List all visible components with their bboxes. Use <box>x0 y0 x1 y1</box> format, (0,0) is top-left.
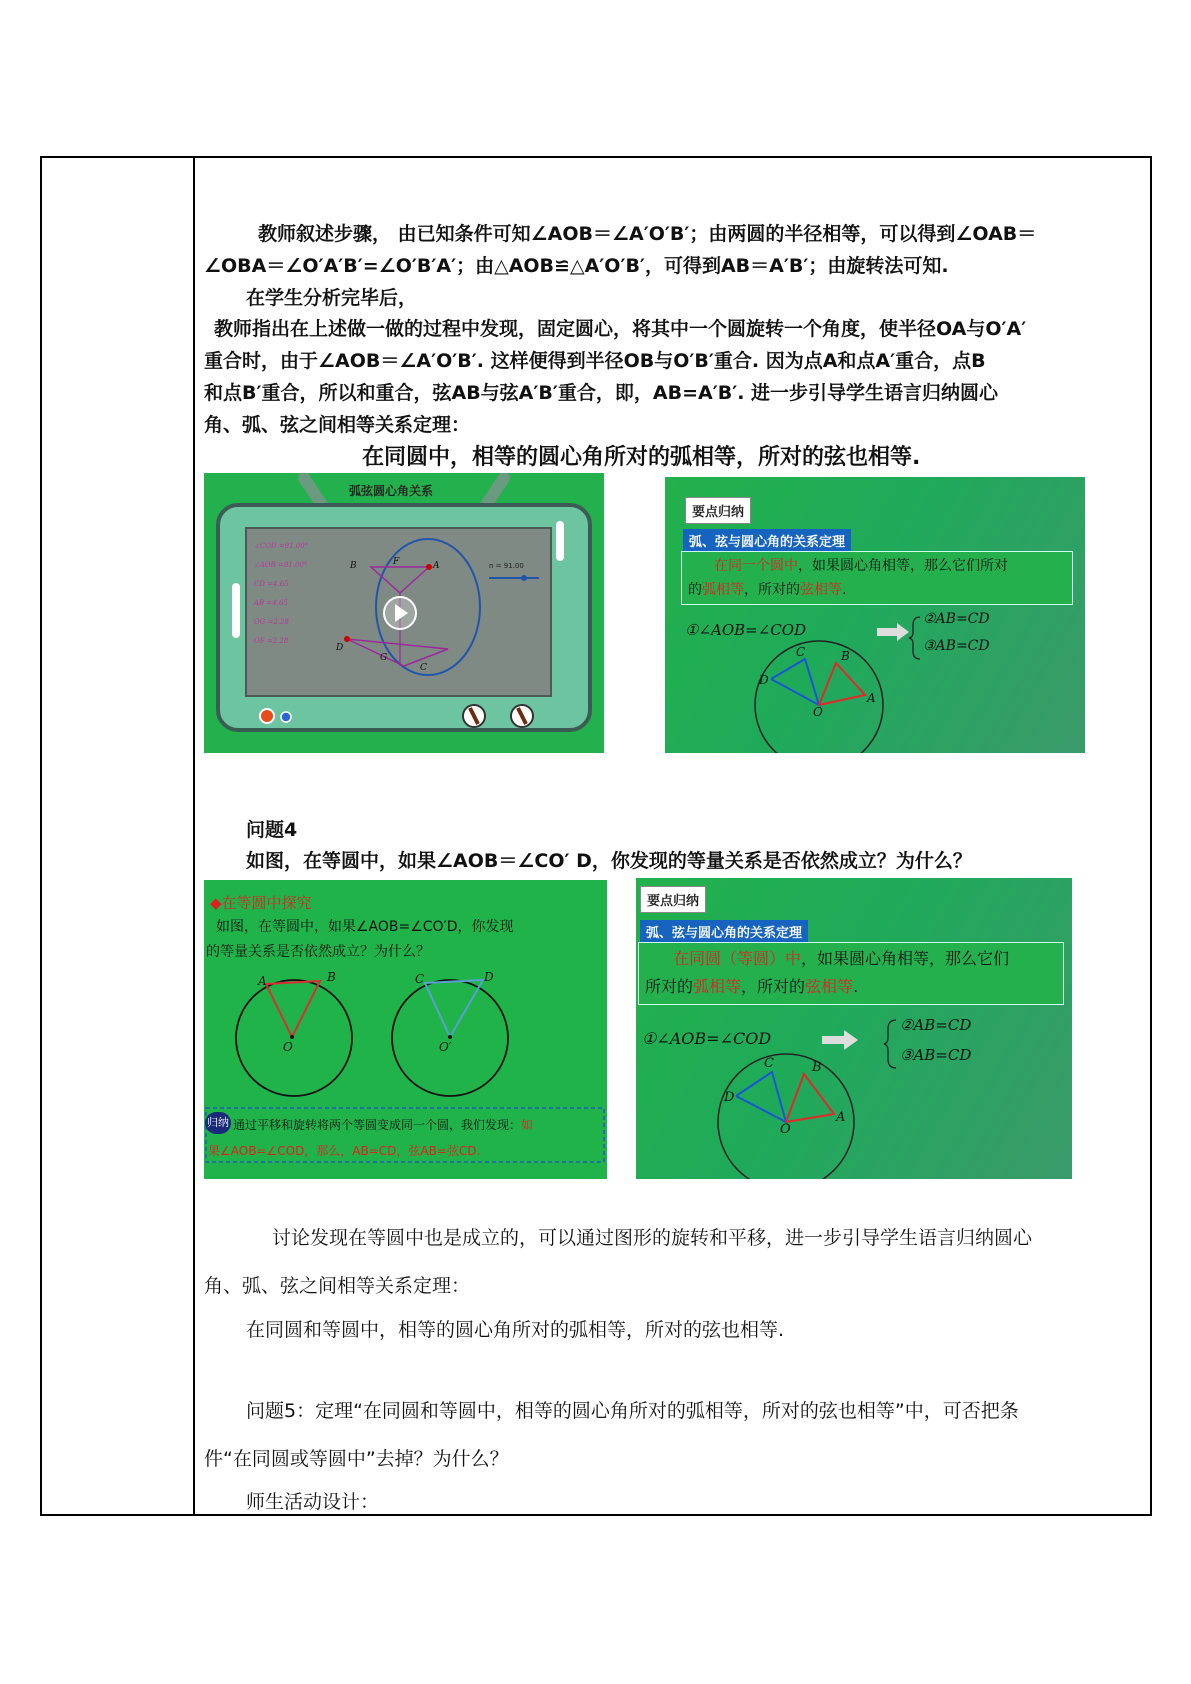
readouts <box>254 537 308 651</box>
para2: 在学生分析完毕后， <box>246 287 418 309</box>
video-title: 弧弦圆心角关系 <box>349 484 434 498</box>
summary-line1 <box>233 1116 533 1133</box>
lbl2-b: B <box>812 1060 822 1075</box>
para3-line4: 角、弧、弦之间相等关系定理： <box>204 414 471 436</box>
readout-cd: CD =4.65 <box>254 580 289 588</box>
eq-lbl-d: D <box>484 970 494 984</box>
readout-aob: ∠AOB =91.00° <box>254 561 308 569</box>
theorem-1: 在同圆中，相等的圆心角所对的弧相等，所对的弦也相等. <box>362 445 921 470</box>
box2-red-2: 弧相等 <box>693 977 742 996</box>
para3-line1: 教师指出在上述做一做的过程中发现，固定圆心，将其中一个圆旋转一个角度，使半径OA与O′A′ <box>214 318 1027 340</box>
pt-g: G <box>380 653 388 663</box>
box-text-2a: 的 <box>688 582 702 598</box>
readout-og: OG =2.28 <box>254 618 290 626</box>
explore-head: ◆在等圆中探究 <box>210 894 312 912</box>
summary-line1-text: 通过平移和旋转将两个等圆变成同一个圆，我们发现： <box>233 1118 522 1132</box>
result2-arc: ②AB=CD <box>900 1016 972 1034</box>
result2-chord: ③AB=CD <box>900 1046 972 1064</box>
box-text-2c: . <box>842 582 847 598</box>
lbl-c: C <box>796 645 806 659</box>
para1-line2: ∠OBA＝∠O′A′B′=∠O′B′A′；由△AOB≌△A′O′B′，可得到AB＝A′B′；由旋转法可知. <box>204 255 949 277</box>
pt-a: A <box>433 561 440 571</box>
q5-line2: 件“在同圆或等圆中”去掉？为什么？ <box>204 1448 509 1470</box>
slider-label: n = 91.00 <box>489 562 524 570</box>
condition-text: ①∠AOB=∠COD <box>685 621 807 639</box>
theorem-2: 在同圆和等圆中，相等的圆心角所对的弧相等，所对的弦也相等. <box>246 1319 785 1341</box>
para4-line2: 角、弧、弦之间相等关系定理： <box>204 1275 471 1297</box>
eq-lbl-b: B <box>327 970 336 984</box>
result-chord: ③AB=CD <box>923 638 990 654</box>
pt-b: B <box>350 561 357 571</box>
explore-line1: 如图，在等圆中，如果∠AOB=∠CO′D，你发现 <box>216 919 514 935</box>
q4-title: 问题4 <box>246 819 298 841</box>
box2-text-1: ，如果圆心角相等，那么它们 <box>801 949 1010 968</box>
summary2-diagram <box>636 878 1072 1179</box>
play-button[interactable] <box>385 597 415 627</box>
para4-line1: 讨论发现在等圆中也是成立的，可以通过图形的旋转和平移，进一步引导学生语言归纳圆心 <box>272 1227 1033 1249</box>
box2-red-1: 在同圆（等圆）中 <box>673 949 802 968</box>
para1-line1: 教师叙述步骤， 由已知条件可知∠AOB＝∠A′O′B′；由两圆的半径相等，可以得到∠OAB＝ <box>258 223 1037 245</box>
box-text-2b: ，所对的 <box>744 582 800 598</box>
summary2-chip: 要点归纳 <box>640 886 706 913</box>
para3-line2: 重合时，由于∠AOB＝∠A′O′B′. 这样便得到半径OB与O′B′重合. 因为点A和点A′重合，点B <box>204 350 986 372</box>
lbl-b: B <box>841 649 850 663</box>
result-arc: ②AB=CD <box>923 611 990 627</box>
summary-badge: 归纳 <box>205 1112 231 1134</box>
lbl2-o: O <box>780 1122 791 1137</box>
readout-ab: AB =4.65 <box>254 599 288 607</box>
pt-d: D <box>336 643 344 653</box>
eq-lbl-a: A <box>258 974 267 988</box>
summary-slide-1 <box>665 477 1085 753</box>
summary-line1-red: 如 <box>521 1118 534 1132</box>
lbl-o: O <box>813 705 823 719</box>
lbl-d: D <box>759 673 769 687</box>
box-text-1: ，如果圆心角相等，那么它们所对 <box>798 558 1008 574</box>
summary2-bar: 弧、弦与圆心角的关系定理 <box>640 920 808 943</box>
summary-chip: 要点归纳 <box>685 497 751 524</box>
q4-text: 如图，在等圆中，如果∠AOB＝∠CO′ D，你发现的等量关系是否依然成立？为什么？ <box>246 850 972 872</box>
eq-lbl-o2: O′ <box>439 1040 452 1054</box>
summary-slide-2 <box>636 878 1072 1179</box>
lbl-a: A <box>867 691 876 705</box>
box2-text-2a: 所对的 <box>645 977 694 996</box>
activity-label: 师生活动设计： <box>246 1491 380 1513</box>
summary-line2: 果∠AOB=∠COD，那么，AB=CD，弦AB=弦CD. <box>208 1144 481 1158</box>
summary-diagram <box>665 477 1085 753</box>
box2-red-3: 弦相等 <box>805 977 854 996</box>
pt-f: F <box>393 557 400 567</box>
eq-lbl-c: C <box>415 972 425 986</box>
box2-text-2b: ，所对的 <box>741 977 806 996</box>
lbl2-a: A <box>836 1110 846 1125</box>
lbl2-d: D <box>724 1090 735 1105</box>
q5-line1: 问题5：定理“在同圆和等圆中，相等的圆心角所对的弧相等，所对的弦也相等”中，可否把条 <box>246 1400 1019 1422</box>
readout-cod: ∠COD =91.00° <box>254 542 309 550</box>
readout-of: OF =2.28 <box>254 637 289 645</box>
para3-line3: 和点B′重合，所以和重合，弦AB与弦A′B′重合，即，AB=A′B′. 进一步引导学生语言归纳圆心 <box>204 382 999 404</box>
pt-c: C <box>420 663 427 673</box>
lbl2-c: C <box>764 1056 774 1071</box>
explore-line2: 的等量关系是否依然成立？为什么？ <box>206 944 430 960</box>
box2-text-2c: . <box>853 977 859 996</box>
column-divider <box>193 158 195 1514</box>
box-red-2: 弧相等 <box>702 582 744 598</box>
box-red-1: 在同一个圆中 <box>714 558 798 574</box>
video-slide <box>204 473 604 753</box>
eq-lbl-o: O <box>283 1040 293 1054</box>
box-red-3: 弦相等 <box>800 582 842 598</box>
equal-circles-diagram <box>204 880 607 1179</box>
condition2-text: ①∠AOB=∠COD <box>642 1029 772 1048</box>
summary-bar: 弧、弦与圆心角的关系定理 <box>683 529 851 552</box>
equal-circles-slide <box>204 880 607 1179</box>
